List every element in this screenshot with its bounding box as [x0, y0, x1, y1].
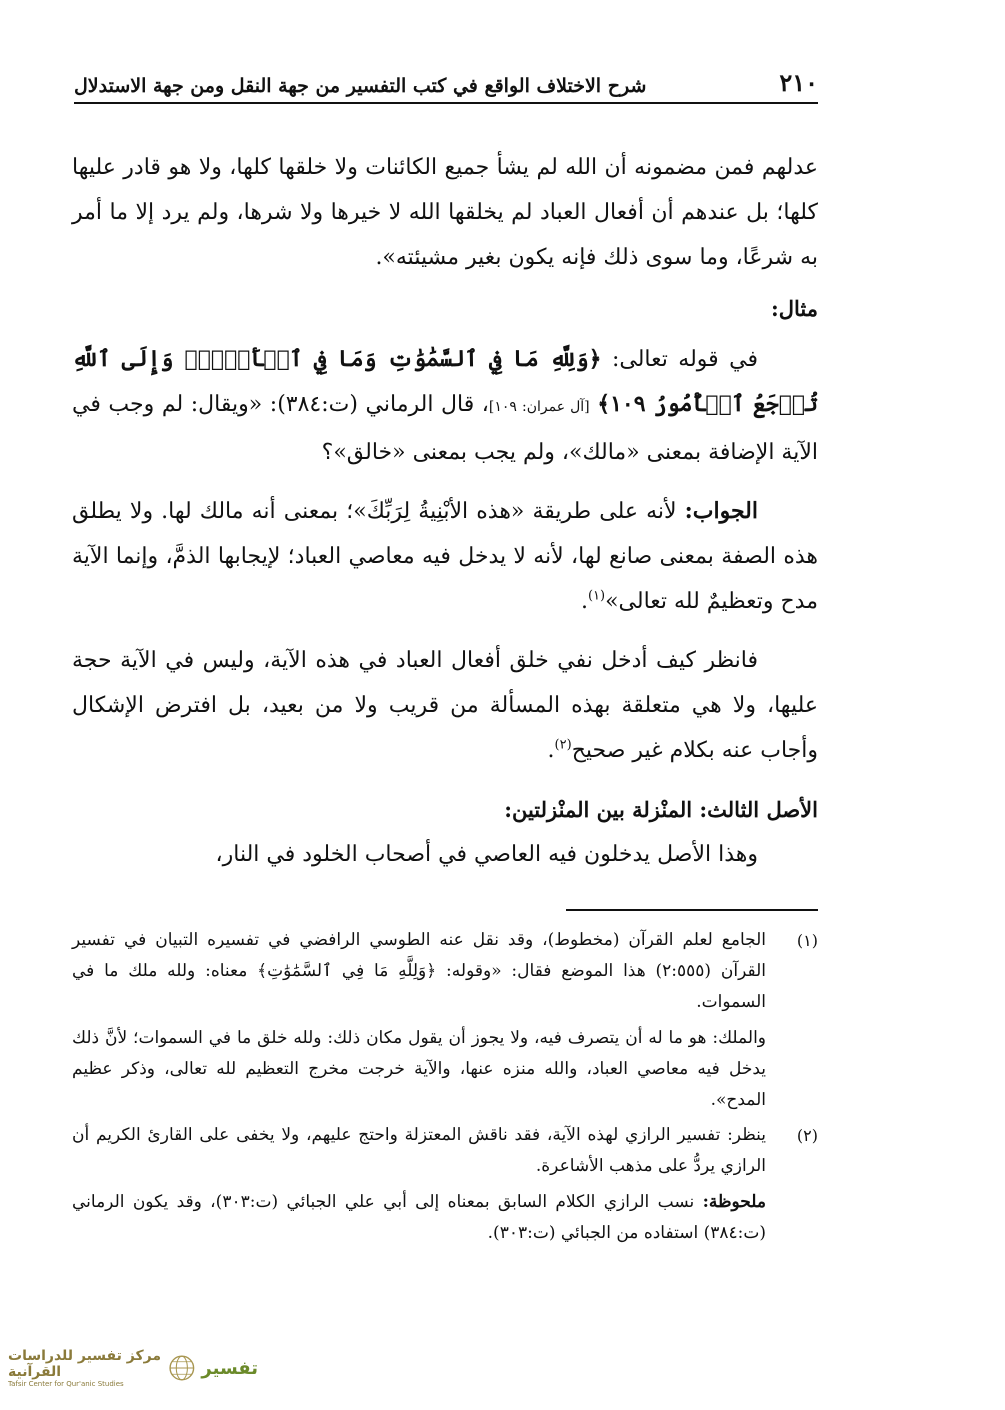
- answer-end: .: [580, 589, 588, 614]
- footnote-body: [72, 1120, 766, 1249]
- footnote-body: [72, 925, 766, 1116]
- footnote-separator: [566, 909, 818, 911]
- footnote-paragraph: الجامع لعلم القرآن (مخطوط)، وقد نقل عنه الطوسي الرافضي في تفسيره التبيان في تفسير القرآن (٢:٥٥٥) هذا الموضع فقال: «وقوله: ﴿وَلِلَّهِ مَا فِي ٱلسَّمَٰوَٰتِ﴾ معناه: ولله ملك ما في السموات.: [72, 930, 766, 1012]
- running-title: شرح الاختلاف الواقع في كتب التفسير من جهة النقل ومن جهة الاستدلال: [74, 75, 647, 97]
- answer-label: الجواب:: [684, 498, 758, 524]
- paragraph-2: [72, 337, 818, 475]
- page-header: [74, 60, 818, 104]
- section-heading: الأصل الثالث: المنْزلة بين المنْزلتين:: [504, 797, 818, 822]
- paragraph-3: [72, 638, 818, 773]
- answer-text: لأنه على طريقة «هذه الأبْنِيةُ لِرَبِّكَ»؛ بمعنى أنه مالك لها. ولا يطلق هذه الصفة بمعنى صانع لها، لأنه لا يدخل فيه معاصي العباد؛ لإيجابها الذمَّ، وإنما الآية مدح وتعظيمٌ لله تعالى»: [72, 499, 818, 614]
- footnote-paragraph: والملك: هو ما له أن يتصرف فيه، ولا يجوز أن يقول مكان ذلك: ولله خلق ما في السموات؛ لأنَّ ذلك يدخل فيه معاصي العباد، والله منزه عنها، والآية خرجت مخرج التعظيم لله تعالى، وذكر عظيم المدح».: [72, 1028, 766, 1110]
- logo-brand: تفسير: [201, 1357, 258, 1379]
- paragraph-3-end: .: [547, 738, 555, 763]
- logo-text: [8, 1348, 162, 1388]
- page-number: ٢١٠: [779, 68, 818, 97]
- paragraph-2-rest: ، قال الرماني (ت:٣٨٤): «ويقال: لم وجب في الآية الإضافة بمعنى «مالك»، ولم يجب بمعنى «خالق»؟: [72, 392, 818, 465]
- globe-icon: [168, 1349, 196, 1387]
- paragraph-4: وهذا الأصل يدخلون فيه العاصي في أصحاب الخلود في النار،: [215, 842, 758, 867]
- footnote-2: [72, 1120, 818, 1249]
- answer-paragraph: [72, 489, 818, 624]
- footnote-paragraph: ينظر: تفسير الرازي لهذه الآية، فقد ناقش المعتزلة واحتج عليهم، ولا يخفى على القارئ الكريم أن الرازي يردُّ على مذهب الأشاعرة.: [72, 1125, 766, 1176]
- footnote-number: (٢): [796, 1126, 818, 1145]
- paragraph-3-text: فانظر كيف أدخل نفي خلق أفعال العباد في هذه الآية، وليس في الآية حجة عليها، ولا هي متعلقة بهذه المسألة من قريب ولا من بعيد، بل افترض الإشكال وأجاب عنه بكلام غير صحيح: [72, 648, 818, 763]
- footnote-note: [72, 1187, 766, 1249]
- note-text: نسب الرازي الكلام السابق بمعناه إلى أبي علي الجبائي (ت:٣٠٣)، وقد يكون الرماني (ت:٣٨٤) استفاده من الجبائي (ت:٣٠٣).: [72, 1192, 766, 1243]
- main-text: [72, 145, 818, 877]
- footnotes: [72, 925, 818, 1253]
- logo-english-name: Tafsir Center for Qur'anic Studies: [8, 1380, 124, 1388]
- quran-verse: ﴿وَلِلَّهِ مَا فِي ٱلسَّمَٰوَٰتِ وَمَا فِي ٱلۡأَرۡضِۚ وَإِلَى ٱللَّهِ تُرۡجَعُ ٱلۡأُمُورُ ١٠٩﴾: [72, 346, 818, 417]
- verse-reference: [آل عمران: ١٠٩]: [488, 399, 590, 415]
- paragraph-2-intro: في قوله تعالى:: [601, 347, 758, 372]
- footnote-marker-1: (١): [587, 588, 606, 604]
- paragraph-1: عدلهم فمن مضمونه أن الله لم يشأ جميع الكائنات ولا خلقها كلها، ولا هو قادر عليها كلها؛ بل عندهم أن أفعال العباد لم يخلقها الله لا خيرها ولا شرها، ولم يرد إلا ما أمر به شرعًا، وما سوى ذلك فإنه يكون بغير مشيئته».: [72, 155, 818, 270]
- logo-arabic-name: مركز تفسير للدراسات القرآنية: [8, 1348, 161, 1380]
- footnote-marker-2: (٢): [554, 737, 572, 753]
- footnote-1: [72, 925, 818, 1116]
- note-label: ملحوظة:: [702, 1192, 766, 1212]
- publisher-logo: [8, 1340, 258, 1396]
- footnote-number: (١): [796, 931, 818, 950]
- example-heading: مثال:: [771, 296, 818, 321]
